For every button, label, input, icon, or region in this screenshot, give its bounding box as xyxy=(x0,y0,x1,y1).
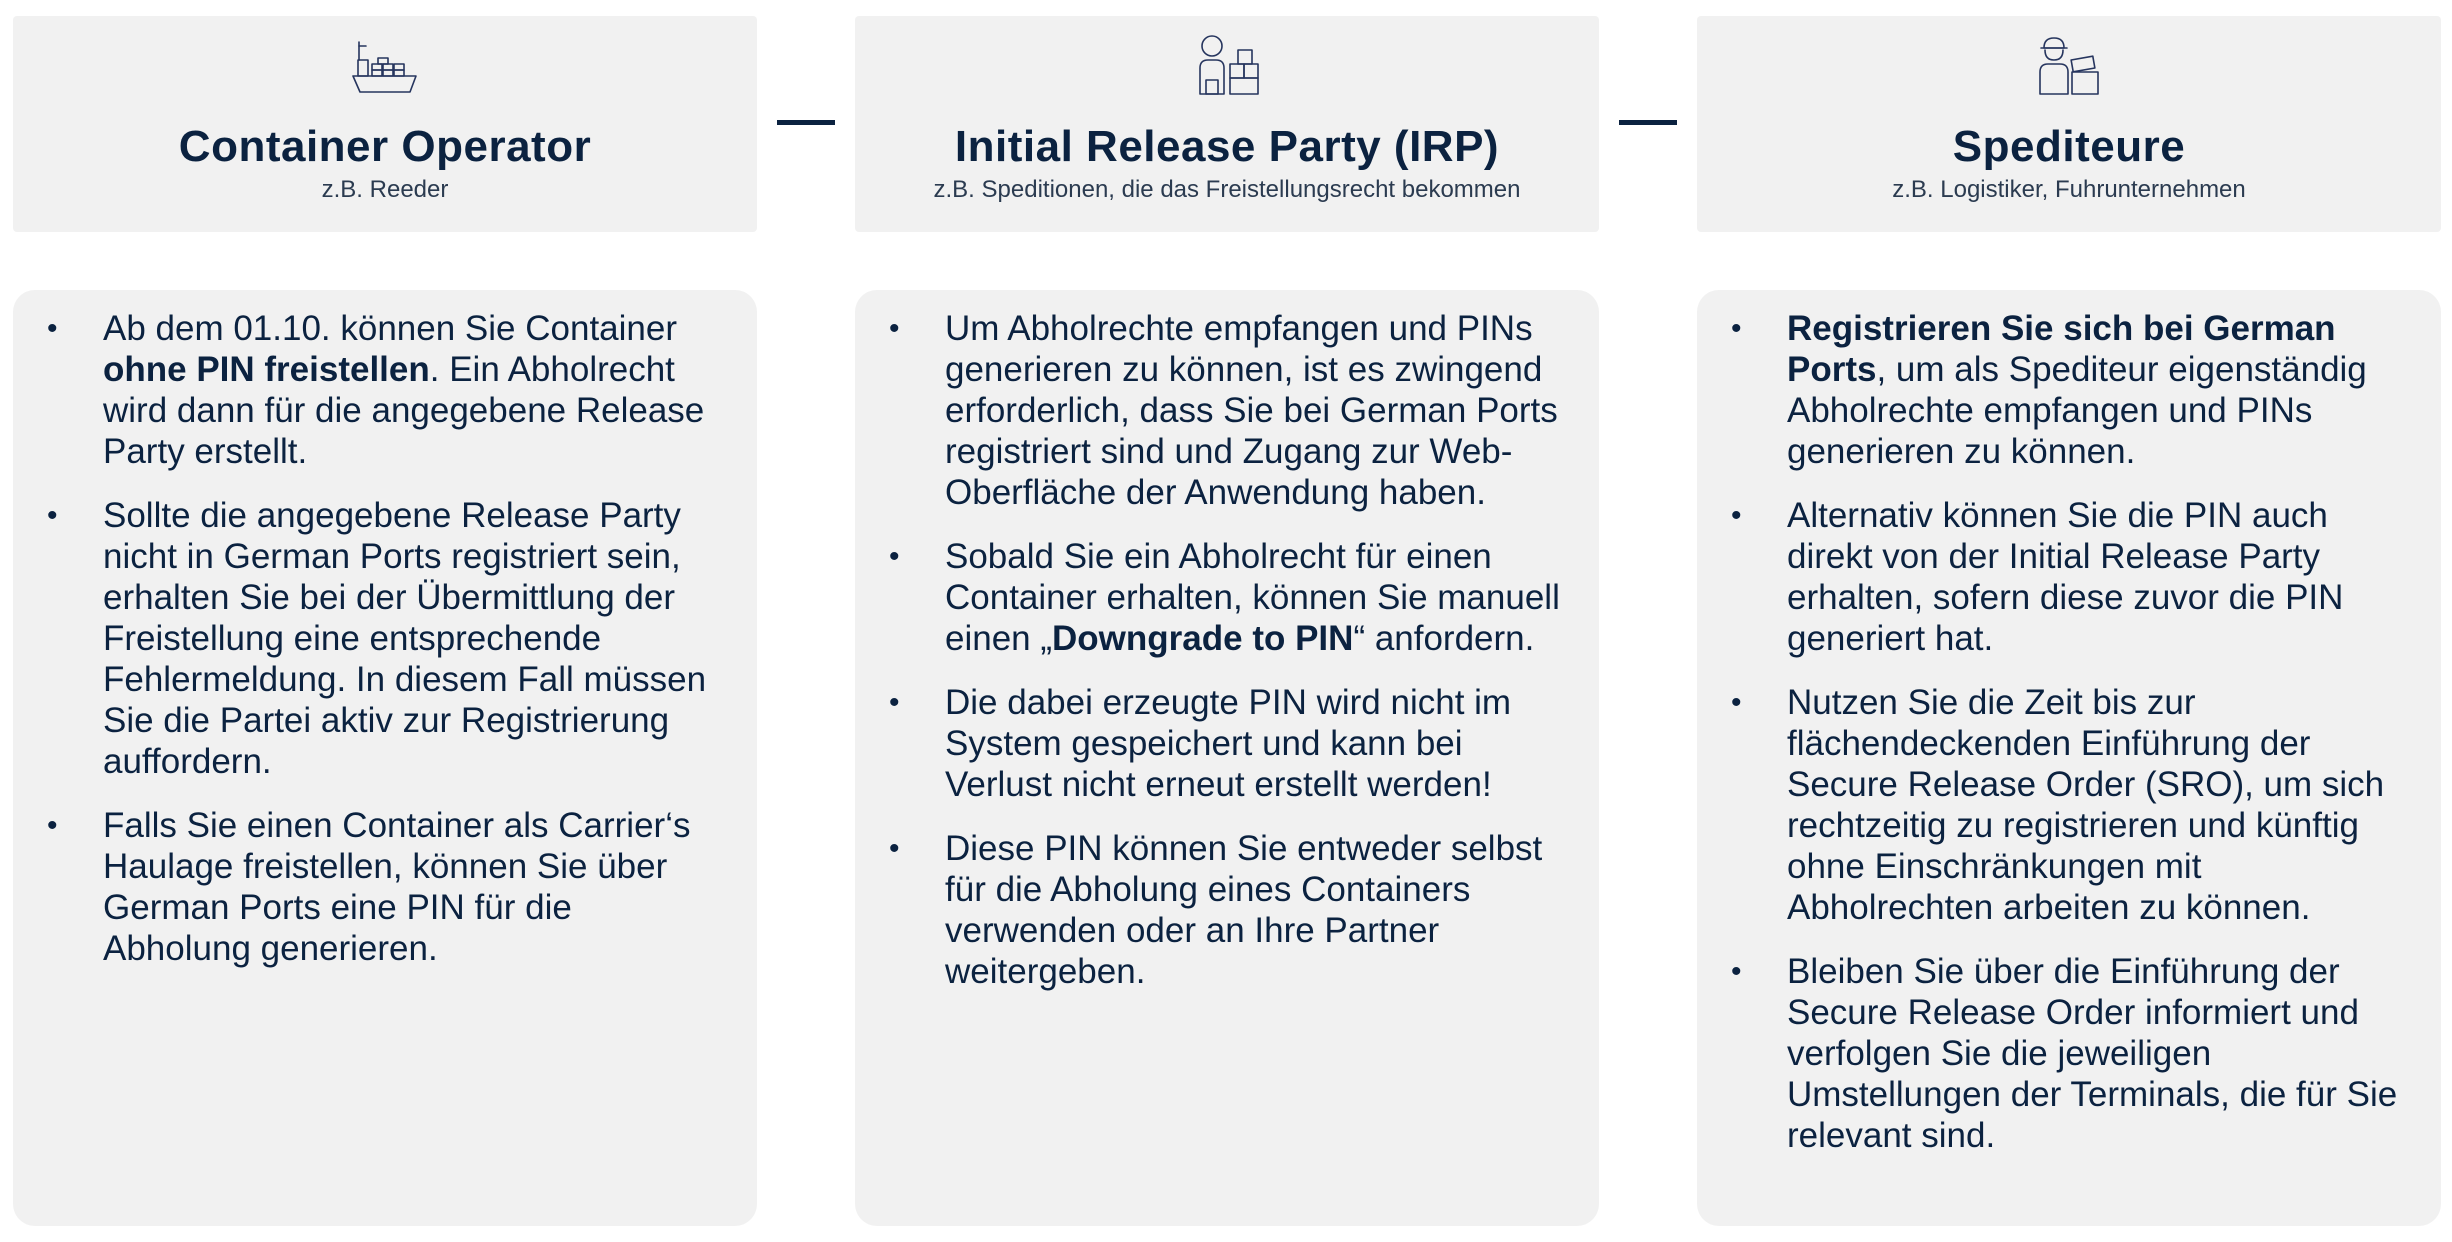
bullet-item xyxy=(13,805,727,969)
bullet-dot-icon: • xyxy=(47,312,58,345)
column-subtitle: z.B. Logistiker, Fuhrunternehmen xyxy=(1892,176,2246,203)
worker-boxes-icon xyxy=(2034,34,2104,98)
bullet-text: Um Abholrechte empfangen und PINs generieren zu können, ist es zwingend erforderlich, dass Sie bei German Ports registriert sind und Zugang zur Web-Oberfläche der Anwendung haben. xyxy=(945,309,1558,512)
bullet-text: “ anfordern. xyxy=(1353,619,1535,658)
column-title: Container Operator xyxy=(178,122,592,171)
bullet-dot-icon: • xyxy=(889,832,900,865)
bullet-dot-icon: • xyxy=(1731,499,1742,532)
column-subtitle: z.B. Speditionen, die das Freistellungsrecht bekommen xyxy=(933,176,1521,203)
bullet-text: Falls Sie einen Container als Carrier‘s Haulage freistellen, können Sie über German Ports eine PIN für die Abholung generieren. xyxy=(103,806,691,968)
bullet-text: Diese PIN können Sie entweder selbst für die Abholung eines Containers verwenden oder an Ihre Partner weitergeben. xyxy=(945,829,1543,991)
bullet-text-bold: ohne PIN freistellen xyxy=(103,350,430,389)
bullet-list xyxy=(1697,308,2411,1156)
header-container-operator xyxy=(13,16,757,232)
bullet-dot-icon: • xyxy=(889,540,900,573)
content-spediteure xyxy=(1697,290,2441,1226)
bullet-dot-icon: • xyxy=(47,499,58,532)
bullet-item xyxy=(855,828,1569,992)
bullet-text: Die dabei erzeugte PIN wird nicht im System gespeichert und kann bei Verlust nicht erneut erstellt werden! xyxy=(945,683,1512,804)
header-spediteure xyxy=(1697,16,2441,232)
bullet-item xyxy=(855,682,1569,805)
connector-line xyxy=(1619,120,1677,125)
content-container-operator xyxy=(13,290,757,1226)
content-initial-release-party xyxy=(855,290,1599,1226)
bullet-text: Nutzen Sie die Zeit bis zur flächendeckenden Einführung der Secure Release Order (SRO), um sich rechtzeitig zu registrieren und künftig ohne Einschränkungen mit Abholrechten arbeiten zu können. xyxy=(1787,683,2385,927)
column-title: Spediteure xyxy=(1952,122,2186,171)
header-initial-release-party xyxy=(855,16,1599,232)
bullet-dot-icon: • xyxy=(1731,686,1742,719)
bullet-item xyxy=(1697,682,2411,928)
person-boxes-icon xyxy=(1192,34,1262,98)
bullet-item xyxy=(1697,495,2411,659)
bullet-dot-icon: • xyxy=(889,686,900,719)
bullet-text: Sobald Sie ein Abholrecht für einen Container erhalten, können Sie manuell einen „ xyxy=(945,537,1560,658)
bullet-text: Sollte die angegebene Release Party nicht in German Ports registriert sein, erhalten Sie bei der Übermittlung der Freistellung eine entsprechende Fehlermeldung. In diesem Fall müssen Sie die Partei aktiv zur Registrierung auffordern. xyxy=(103,496,707,781)
connector-line xyxy=(777,120,835,125)
bullet-item xyxy=(1697,951,2411,1156)
bullet-text-bold: Registrieren Sie sich bei German Ports xyxy=(1787,309,2336,389)
bullet-item xyxy=(855,308,1569,513)
bullet-dot-icon: • xyxy=(1731,955,1742,988)
bullet-text: Ab dem 01.10. können Sie Container xyxy=(103,309,677,348)
bullet-dot-icon: • xyxy=(889,312,900,345)
bullet-dot-icon: • xyxy=(47,809,58,842)
bullet-item xyxy=(13,495,727,782)
bullet-dot-icon: • xyxy=(1731,312,1742,345)
bullet-item xyxy=(1697,308,2411,472)
bullet-list xyxy=(13,308,727,969)
bullet-text: , um als Spediteur eigenständig Abholrechte empfangen und PINs generieren zu können. xyxy=(1787,350,2367,471)
bullet-text: . Ein Abholrecht wird dann für die angegebene Release Party erstellt. xyxy=(103,350,705,471)
column-title: Initial Release Party (IRP) xyxy=(954,122,1500,171)
bullet-text-bold: Downgrade to PIN xyxy=(1052,619,1354,658)
bullet-text: Bleiben Sie über die Einführung der Secure Release Order informiert und verfolgen Sie die jeweiligen Umstellungen der Terminals, die für Sie relevant sind. xyxy=(1787,952,2398,1155)
bullet-item xyxy=(13,308,727,472)
column-subtitle: z.B. Reeder xyxy=(321,176,449,203)
bullet-item xyxy=(855,536,1569,659)
bullet-text: Alternativ können Sie die PIN auch direkt von der Initial Release Party erhalten, sofern diese zuvor die PIN generiert hat. xyxy=(1787,496,2344,658)
ship-icon xyxy=(350,34,420,98)
bullet-list xyxy=(855,308,1569,992)
